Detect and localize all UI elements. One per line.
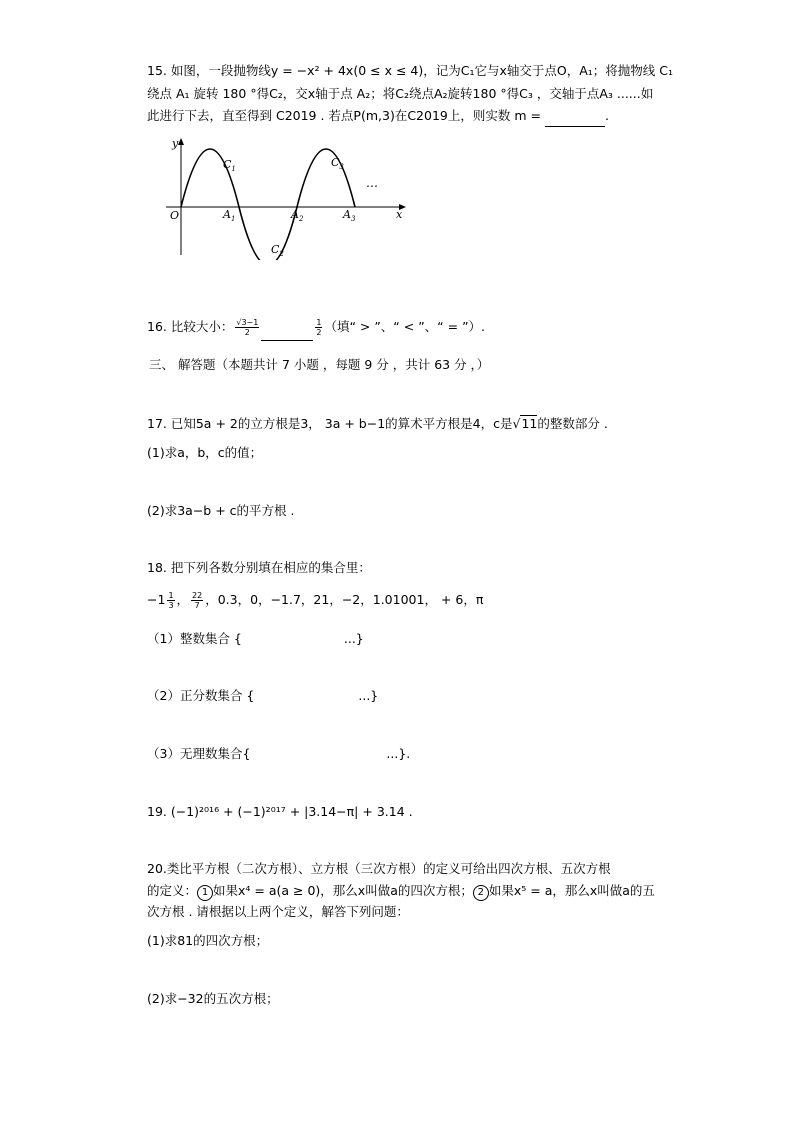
q17-stem-b: 的整数部分 . xyxy=(537,416,608,431)
q15-line3-end: . xyxy=(604,108,609,123)
q17-stem-a: 17. 已知5a + 2的立方根是3， 3a + b−1的算术平方根是4，c是 xyxy=(147,416,513,431)
q15-line2: 绕点 A₁ 旋转 180 °得C₂，交x轴于点 A₂；将C₂绕点A₂旋转180 °得C₃ ，交轴于点A₃ ......如 xyxy=(147,86,654,101)
q20-line2-c: 如果x⁵ = a，那么x叫做a的五 xyxy=(488,883,655,898)
q18-stem: 18. 把下列各数分别填在相应的集合里： xyxy=(147,560,371,575)
q17-sqrt-value: 11 xyxy=(521,416,538,431)
q17-stem xyxy=(147,414,608,434)
q16-suffix: （填“ > ”、“ < ”、“ = ”）. xyxy=(324,319,486,334)
label-origin: O xyxy=(170,209,180,222)
label-c1: $C_1$ xyxy=(223,158,236,173)
label-c3: $C_3$ xyxy=(331,156,344,171)
q16-frac2-num: 1 xyxy=(316,318,322,327)
q20-line2-b: 如果x⁴ = a(a ≥ 0)，那么x叫做a的四次方根； xyxy=(213,883,473,898)
label-c2: $C_2$ xyxy=(271,243,284,258)
section3-heading: 三、 解答题（本题共计 7 小题 ，每题 9 分 ，共计 63 分 ，） xyxy=(149,357,490,372)
label-ellipsis: … xyxy=(366,176,378,190)
q15-answer-blank[interactable] xyxy=(545,106,605,127)
q20-line3: 次方根 . 请根据以上两个定义，解答下列问题： xyxy=(147,904,409,919)
q18-set1-label: （1）整数集合 { xyxy=(147,631,242,646)
q20-part1: (1)求81的四次方根； xyxy=(147,933,269,948)
q18-set3-label: （3）无理数集合{ xyxy=(147,746,251,761)
q20-line2 xyxy=(147,881,655,901)
q18-numbers: −1 $\frac{1}{3}$ ， $\frac{22}{7}$ ，0.3，0，−1.7，21，−2，1.01001， + 6，π xyxy=(147,591,484,610)
q15-figure xyxy=(160,135,410,260)
q20-part2: (2)求−32的五次方根； xyxy=(147,991,279,1006)
q17-part1: (1)求a，b，c的值； xyxy=(147,445,263,460)
q16-frac1 xyxy=(235,318,259,337)
q16-line xyxy=(147,314,485,341)
q15-line3 xyxy=(147,106,609,127)
q18-set1 xyxy=(147,629,364,649)
label-a1: $A_1$ xyxy=(223,208,236,223)
q16-frac2-den: 2 xyxy=(316,328,322,337)
q18-set3-end: ...}. xyxy=(386,746,411,761)
q18-set3 xyxy=(147,744,410,764)
label-a2: $A_2$ xyxy=(291,208,304,223)
q19-text: 19. (−1)²⁰¹⁶ + (−1)²⁰¹⁷ + |3.14−π| + 3.14 . xyxy=(147,804,413,819)
q20-line2-a: 的定义： xyxy=(147,883,198,898)
q15-line1: 15. 如图，一段抛物线y = −x² + 4x(0 ≤ x ≤ 4)，记为C₁它与x轴交于点O，A₁；将抛物线 C₁ xyxy=(147,63,673,78)
q20-circle-1: 1 xyxy=(197,885,213,901)
q16-frac2 xyxy=(315,318,322,337)
q18-set2 xyxy=(147,686,378,706)
q18-frac-22-7: $\frac{22}{7}$ xyxy=(192,591,203,610)
q17-sqrt-sign: √ xyxy=(512,416,521,431)
q18-mixed-number: −1 $\frac{1}{3}$ xyxy=(147,591,174,610)
q18-set1-end: ...} xyxy=(343,631,364,646)
label-x: x xyxy=(396,208,403,221)
q16-frac1-num: √3−1 xyxy=(236,318,259,327)
label-a3: $A_3$ xyxy=(343,208,356,223)
q17-part2: (2)求3a−b + c的平方根 . xyxy=(147,503,295,518)
q18-set2-end: ...} xyxy=(358,688,379,703)
curve-c2 xyxy=(239,207,297,260)
q16-prefix: 16. 比较大小： xyxy=(147,319,234,334)
y-axis-arrow xyxy=(178,138,184,145)
curve-c3 xyxy=(297,149,355,207)
q20-circle-2: 2 xyxy=(473,885,489,901)
q16-frac1-den: 2 xyxy=(244,328,250,337)
q20-line1: 20.类比平方根（二次方根）、立方根（三次方根）的定义可给出四次方根、五次方根 xyxy=(147,861,611,876)
q16-answer-blank[interactable] xyxy=(261,314,313,341)
label-y: y xyxy=(172,137,179,150)
q15-line3-text: 此进行下去，直至得到 C2019 . 若点P(m,3)在C2019上，则实数 m = xyxy=(147,108,545,123)
q18-numbers-tail: ，0.3，0，−1.7，21，−2，1.01001， + 6，π xyxy=(205,592,484,607)
q18-set2-label: （2）正分数集合 { xyxy=(147,688,255,703)
